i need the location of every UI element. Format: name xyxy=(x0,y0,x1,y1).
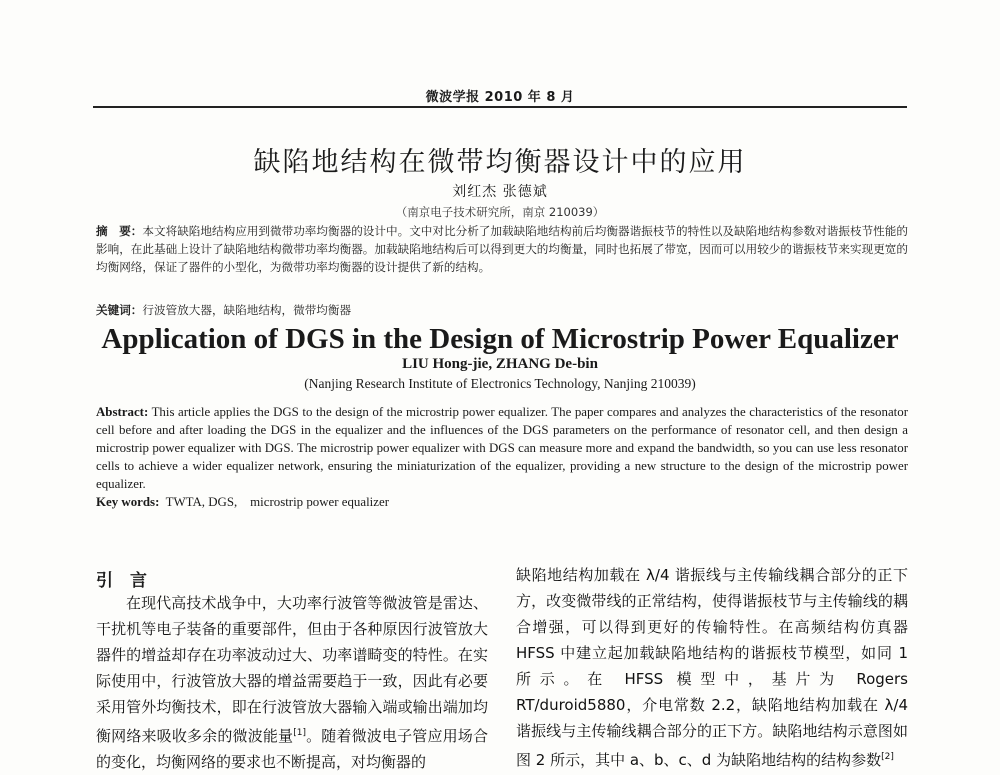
citation-ref: [1] xyxy=(293,728,306,738)
english-keywords-label: Key words: xyxy=(96,495,160,509)
intro-text-tail: 。随着微波电子管应用场合的变化，均衡网络的要求也不断提高，对均衡器的 xyxy=(96,727,488,771)
english-authors: LIU Hong-jie, ZHANG De-bin xyxy=(402,356,598,372)
english-keywords-text: TWTA, DGS, microstrip power equalizer xyxy=(159,495,390,509)
chinese-authors: 刘红杰 张德斌 xyxy=(452,184,548,200)
intro-text: 在现代高技术战争中，大功率行波管等微波管是雷达、干扰机等电子装备的重要部件，但由于各种原因行波管放大器件的增益却存在功率波动过大、功率谱畸变的特性。在实际使用中，行波管放大器的增益需要趋于一致，因此有必要采用管外均衡技术，即在行波管放大器输入端或输出端加均衡网络来吸收多余的微波能量 xyxy=(96,594,488,745)
right-text: 缺陷地结构加载在 λ/4 谐振线与主传输线耦合部分的正下方，改变微带线的正常结构，使得谐振枝节与主传输线的耦合增强，可以得到更好的传输特性。在高频结构仿真器 HFSS 中建立起加载缺陷地结构的谐振枝节模型，如同 1 所示。在 HFSS 模型中，基片为 Rogers RT/duroid5880，介电常数 2.2，缺陷地结构加载在 λ/4 谐振线与主传输线耦合部分的正下方。缺陷地结构示意图如图 2 所示，其中 a、b、c、d 为缺陷地结构的结构参数 xyxy=(516,566,908,769)
chinese-affiliation: （南京电子技术研究所，南京 210039） xyxy=(395,205,605,219)
journal-header: 微波学报 2010 年 8 月 xyxy=(425,90,575,105)
english-abstract xyxy=(96,403,908,493)
english-abstract-text: This article applies the DGS to the design of the microstrip power equalizer. The paper compares and analyzes the characteristics of the resonator cell before and after loading the DGS in the equalizer and the influences of the DGS parameters on the performance of resonator cell, and then design a microstrip power equalizer with DGS. The microstrip power equalizer with DGS can measure more and expand the bandwidth, so you can use less resonator cells to achieve a wider equalizer network, ensuring the miniaturization of the equalizer, providing a new structure to the design of the microstrip power equalizer. xyxy=(96,405,908,491)
english-keywords xyxy=(96,495,908,510)
right-paragraph xyxy=(516,566,908,769)
chinese-abstract-text: 本文将缺陷地结构应用到微带功率均衡器的设计中。文中对比分析了加载缺陷地结构前后均衡器谐振枝节的特性以及缺陷地结构参数对谐振枝节性能的影响，在此基础上设计了缺陷地结构微带功率均衡器。加载缺陷地结构后可以得到更大的均衡量，同时也拓展了带宽，因而可以用较少的谐振枝节来实现更宽的均衡网络，保证了器件的小型化，为微带功率均衡器的设计提供了新的结构。 xyxy=(96,224,908,275)
chinese-keywords xyxy=(96,302,908,318)
intro-paragraph xyxy=(96,590,488,775)
citation-ref-2: [2] xyxy=(881,752,894,762)
english-abstract-label: Abstract: xyxy=(96,405,149,419)
english-affiliation: (Nanjing Research Institute of Electronics Technology, Nanjing 210039) xyxy=(304,376,696,391)
chinese-abstract xyxy=(96,222,908,277)
body-right-column xyxy=(516,562,908,769)
header-rule xyxy=(93,106,907,108)
chinese-abstract-label: 摘 要： xyxy=(96,224,143,238)
chinese-title: 缺陷地结构在微带均衡器设计中的应用 xyxy=(253,147,747,178)
section-heading: 引 言 xyxy=(96,571,147,591)
body-left-column xyxy=(96,590,488,771)
chinese-keywords-text: 行波管放大器，缺陷地结构，微带均衡器 xyxy=(142,303,352,317)
chinese-keywords-label: 关键词： xyxy=(96,303,143,317)
english-title: Application of DGS in the Design of Microstrip Power Equalizer xyxy=(101,323,899,355)
